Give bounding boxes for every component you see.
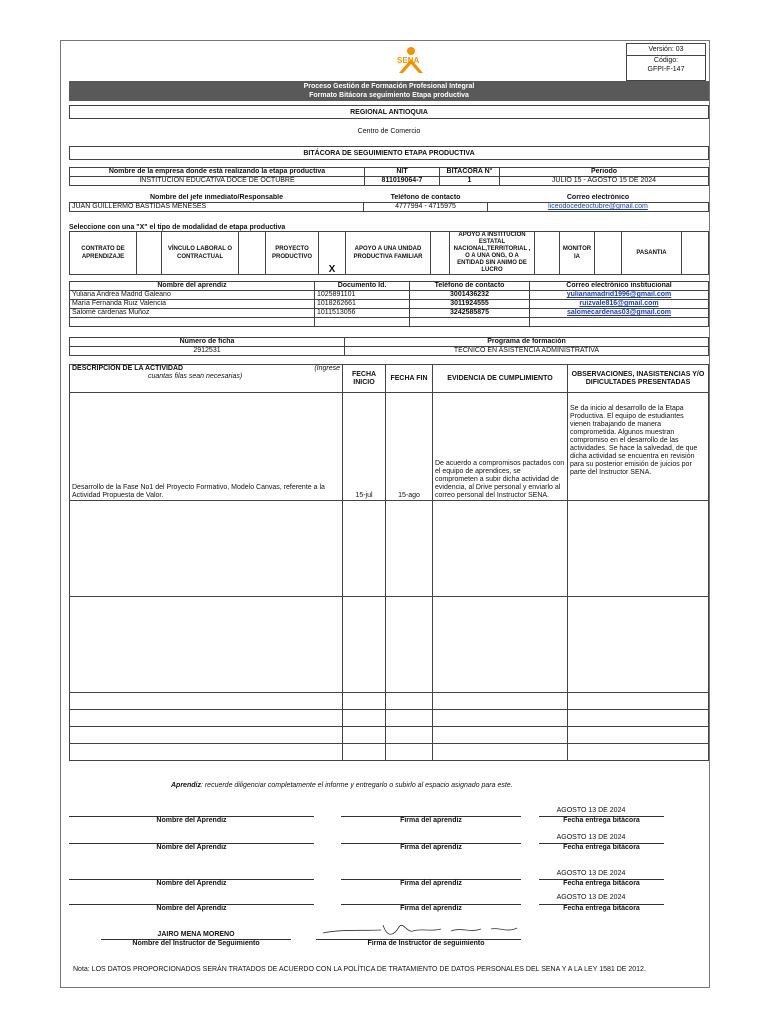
h-learner-doc: Documento Id. [315, 282, 410, 291]
h-learner-name: Nombre del aprendiz [70, 282, 315, 291]
ficha-value: 2912531 [70, 347, 345, 356]
version-text: Versión: 03 [627, 44, 705, 56]
learner-note-text: : recuerde diligenciar completamente el informe y entregarlo o subirlo al espacio asignado para este. [200, 782, 513, 789]
label-date-2: Fecha entrega bitácora [563, 844, 640, 851]
regional-title: REGIONAL ANTIOQUIA [69, 105, 709, 119]
h-activity-label: DESCRIPCIÓN DE LA ACTIVIDAD [72, 365, 184, 372]
label-instructor: Nombre del Instructor de Seguimiento [132, 940, 260, 947]
modality-proyecto-check[interactable]: X [319, 232, 346, 275]
modality-unidad-familiar: APOYO A UNA UNIDAD PRODUCTIVA FAMILIAR [346, 232, 431, 275]
activity-row-empty [70, 710, 709, 727]
learner-note [171, 781, 691, 790]
code-value: GFPI-F-147 [647, 66, 685, 73]
process-bar [69, 81, 709, 101]
learner-phone: 3242585875 [410, 309, 530, 318]
learner-phone: 3001436232 [410, 291, 530, 300]
learner-doc: 1018262661 [315, 300, 410, 309]
activity-obs: Se da inicio al desarrollo de la Etapa Productiva. El equipo de estudiantes vienen trabajando de manera comprometida. Algunos muestran compromiso en el desarrollo de las actividades. Se hace la salvedad, de que dicha actividad se encuentra en revisión para su posterior emisión de juicios por parte del Instructor SENA. [568, 393, 709, 501]
modality-contrato-check[interactable] [137, 232, 162, 275]
activity-row-empty [70, 501, 709, 597]
learner-row [70, 309, 709, 318]
form-page [60, 40, 710, 988]
label-name-2: Nombre del Aprendiz [156, 844, 227, 851]
boss-email[interactable]: liceodocedeoctubre@gmail.com [548, 203, 648, 210]
h-activity [70, 365, 343, 393]
label-name-3: Nombre del Aprendiz [156, 880, 227, 887]
h-boss: Nombre del jefe inmediato/Responsable [149, 194, 284, 201]
modality-pasantia: PASANTIA [622, 232, 682, 275]
modality-contrato: CONTRATO DE APRENDIZAJE [70, 232, 137, 275]
modality-title: Seleccione con una "X" el tipo de modalidad de etapa productiva [69, 224, 286, 231]
h-nit: NIT [365, 168, 440, 177]
h-email: Correo electrónico [566, 194, 630, 201]
learner-doc: 1011513056 [315, 309, 410, 318]
learner-row-empty [70, 318, 709, 327]
activity-row-empty [70, 727, 709, 744]
date-2: AGOSTO 13 DE 2024 [556, 834, 626, 841]
learner-name: Yuliana Andrea Madrid Galeano [70, 291, 315, 300]
modality-monitoria: MONITOR IA [560, 232, 595, 275]
version-box [626, 43, 706, 81]
center-title: Centro de Comercio [357, 128, 421, 135]
h-learner-phone: Teléfono de contacto [410, 282, 530, 291]
period-value: JULIO 15 - AGOSTO 15 DE 2024 [500, 177, 709, 186]
doc-title: BITÁCORA DE SEGUIMIENTO ETAPA PRODUCTIVA [69, 146, 709, 160]
h-program: Programa de formación [345, 338, 709, 347]
label-sign-2: Firma del aprendiz [400, 844, 462, 851]
h-learner-email: Correo electrónico institucional [530, 282, 709, 291]
learner-email[interactable]: salomecardenas03@gmail.com [566, 309, 672, 316]
date-3: AGOSTO 13 DE 2024 [556, 870, 626, 877]
learner-doc: 1025891101 [315, 291, 410, 300]
label-name-4: Nombre del Aprendiz [156, 905, 227, 912]
activity-desc: Desarrollo de la Fase No1 del Proyecto Formativo, Modelo Canvas, referente a la Actividad Propuesta de Valor. [70, 393, 343, 501]
activity-row-empty [70, 693, 709, 710]
learner-phone: 3011924555 [410, 300, 530, 309]
activity-end: 15-ago [386, 393, 433, 501]
boss-name: JUAN GUILLERMO BASTIDAS MENESES [70, 203, 364, 212]
learner-email[interactable]: ruizvale816@gmail.com [579, 300, 659, 307]
company-name: INSTITUCIÓN EDUCATIVA DOCE DE OCTUBRE [70, 177, 365, 186]
instructor-signature [321, 919, 531, 941]
sena-logo [391, 45, 431, 79]
modality-unidad-check[interactable] [431, 232, 450, 275]
program-value: TÉCNICO EN ASISTENCIA ADMINISTRATIVA [345, 347, 709, 356]
date-4: AGOSTO 13 DE 2024 [556, 894, 626, 901]
h-company-name: Nombre de la empresa donde está realizando la etapa productiva [70, 168, 365, 177]
modality-table [69, 231, 709, 275]
learner-name: Salomé cárdenas Muñoz [70, 309, 315, 318]
modality-institucion: APOYO A INSTITUCIÓN ESTATAL NACIONAL,TERRITORIAL , O A UNA ONG, O A ENTIDAD SIN ANIMO DE LUCRO [450, 232, 535, 275]
modality-proyecto: PROYECTO PRODUCTIVO [266, 232, 319, 275]
program-table [69, 337, 709, 356]
modality-institucion-check[interactable] [535, 232, 560, 275]
h-ficha: Número de ficha [70, 338, 345, 347]
activities-table [69, 364, 709, 761]
label-name-1: Nombre del Aprendiz [156, 817, 227, 824]
learner-note-bold: Aprendiz [171, 782, 201, 789]
label-instructor-sign: Firma de Instructor de seguimiento [367, 940, 485, 947]
activity-row-empty [70, 744, 709, 761]
learner-email[interactable]: yulianamadrid1996@gmail.com [566, 291, 672, 298]
company-table [69, 167, 709, 186]
modality-vinculo: VÍNCULO LABORAL O CONTRACTUAL [162, 232, 239, 275]
modality-monitoria-check[interactable] [595, 232, 622, 275]
instructor-name: JAIRO MENA MORENO [157, 931, 235, 938]
activity-start: 15-jul [343, 393, 386, 501]
learner-row [70, 300, 709, 309]
code-label: Código: [653, 57, 679, 64]
format-title: Formato Bitácora seguimiento Etapa productiva [309, 92, 469, 99]
h-phone: Teléfono de contacto [390, 194, 461, 201]
label-date-1: Fecha entrega bitácora [563, 817, 640, 824]
activity-row [70, 393, 709, 501]
h-bitacora: BITACORA N° [440, 168, 500, 177]
label-date-3: Fecha entrega bitácora [563, 880, 640, 887]
label-date-4: Fecha entrega bitácora [563, 905, 640, 912]
modality-pasantia-check[interactable] [682, 232, 709, 275]
label-sign-4: Firma del aprendiz [400, 905, 462, 912]
h-activity-note2: cuantas filas sean necesarias) [148, 373, 243, 380]
date-1: AGOSTO 13 DE 2024 [556, 807, 626, 814]
h-period: Periodo [500, 168, 709, 177]
h-obs: OBSERVACIONES, INASISTENCIAS Y/O DIFICULTADES PRESENTADAS [568, 365, 709, 393]
bitacora-number: 1 [440, 177, 500, 186]
learner-row [70, 291, 709, 300]
company-nit: 811019064-7 [365, 177, 440, 186]
learner-name: María Fernanda Ruiz Valencia [70, 300, 315, 309]
boss-table [69, 194, 709, 212]
label-sign-1: Firma del aprendiz [400, 817, 462, 824]
activity-row-empty [70, 597, 709, 693]
modality-vinculo-check[interactable] [239, 232, 266, 275]
learners-table [69, 281, 709, 327]
logo-text: SENA [397, 56, 420, 65]
h-end: FECHA FIN [386, 365, 433, 393]
legal-note: Nota: LOS DATOS PROPORCIONADOS SERÁN TRATADOS DE ACUERDO CON LA POLÍTICA DE TRATAMIENTO DE DATOS PERSONALES DEL SENA Y A LA LEY 1581 DE 2012. [73, 966, 646, 973]
h-activity-note1: (Ingrese [314, 365, 340, 372]
boss-phone: 4777994 - 4715975 [364, 203, 488, 212]
label-sign-3: Firma del aprendiz [400, 880, 462, 887]
h-start: FECHA INICIO [343, 365, 386, 393]
process-title: Proceso Gestión de Formación Profesional Integral [303, 83, 475, 90]
activity-evidence: De acuerdo a compromisos pactados con el equipo de aprendices, se comprometen a subir dicha actividad de evidencia, al Drive personal y enviarlo al correo personal del Instructor SENA. [433, 393, 568, 501]
h-evidence: EVIDENCIA DE CUMPLIMIENTO [433, 365, 568, 393]
